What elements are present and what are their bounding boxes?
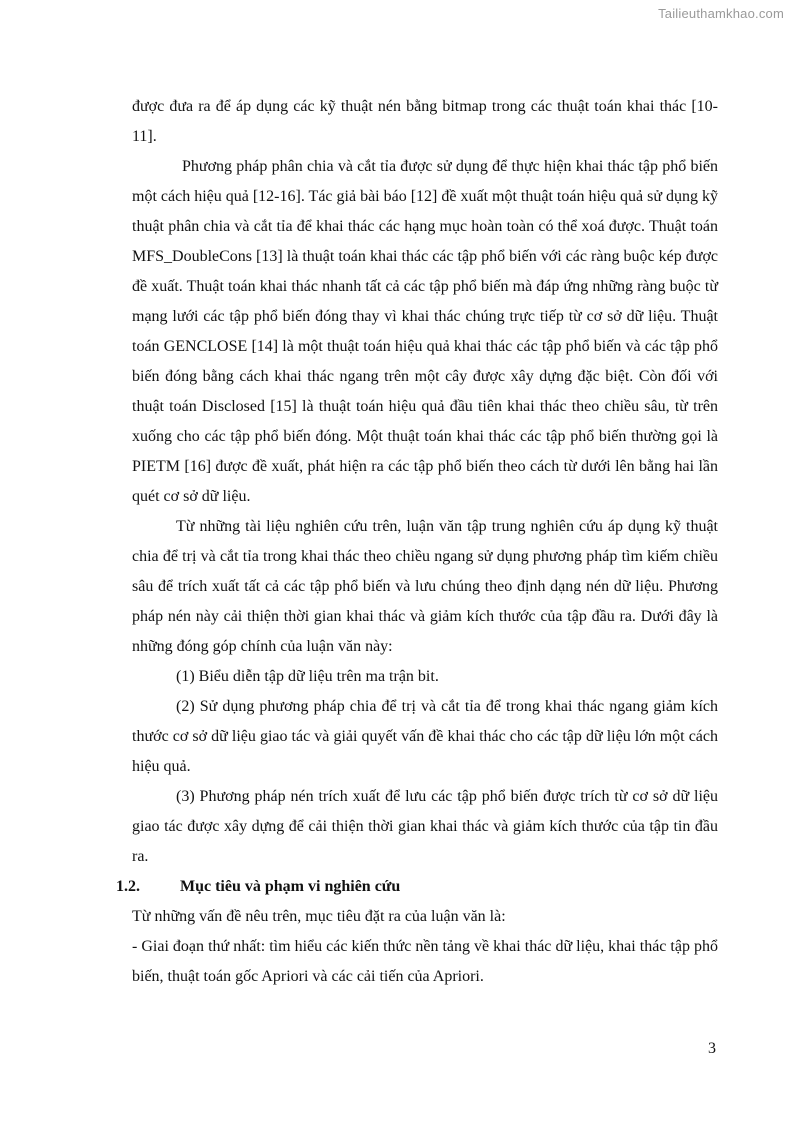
paragraph-thesis-focus: Từ những tài liệu nghiên cứu trên, luận văn tập trung nghiên cứu áp dụng kỹ thuật chia để trị và cắt tỉa trong khai thác theo chiều ngang sử dụng phương pháp tìm kiếm chiều sâu để trích xuất tất cả các tập phổ biến và lưu chúng theo định dạng nén dữ liệu. Phương pháp nén này cải thiện thời gian khai thác và giảm kích thước của tập đầu ra. Dưới đây là những đóng góp chính của luận văn này: [132, 518, 718, 655]
contribution-item-1: (1) Biểu diễn tập dữ liệu trên ma trận bit. [176, 668, 439, 685]
paragraph-objectives-intro: Từ những vấn đề nêu trên, mục tiêu đặt ra của luận văn là: [132, 908, 506, 925]
paragraph-continuation: được đưa ra để áp dụng các kỹ thuật nén bằng bitmap trong các thuật toán khai thác [10-11]. [132, 98, 718, 145]
section-title: Mục tiêu và phạm vi nghiên cứu [180, 878, 401, 895]
contribution-item-3: (3) Phương pháp nén trích xuất để lưu các tập phổ biến được trích từ cơ sở dữ liệu giao tác được xây dựng để cải thiện thời gian khai thác và giảm kích thước của tập tin đầu ra. [132, 788, 718, 865]
page-number: 3 [708, 1040, 716, 1057]
document-body [116, 92, 718, 992]
paragraph-partition-pruning: Phương pháp phân chia và cắt tỉa được sử dụng để thực hiện khai thác tập phổ biến một cách hiệu quả [12-16]. Tác giả bài báo [12] đề xuất một thuật toán hiệu quả sử dụng kỹ thuật phân chia và cắt tỉa để khai thác các hạng mục hoàn toàn có thể xoá được. Thuật toán MFS_DoubleCons [13] là thuật toán khai thác các tập phổ biến với các ràng buộc kép được đề xuất. Thuật toán khai thác nhanh tất cả các tập phổ biến mà đáp ứng những ràng buộc từ mạng lưới các tập phổ biến đóng thay vì khai thác chúng trực tiếp từ cơ sở dữ liệu. Thuật toán GENCLOSE [14] là một thuật toán hiệu quả khai thác các tập phổ biến và các tập phổ biến đóng bằng cách khai thác ngang trên một cây được xây dựng đặc biệt. Còn đối với thuật toán Disclosed [15] là thuật toán hiệu quả đầu tiên khai thác theo chiều sâu, từ trên xuống cho các tập phổ biến đóng. Một thuật toán khai thác các tập phổ biến thường gọi là PIETM [16] được đề xuất, phát hiện ra các tập phổ biến theo cách từ dưới lên bằng hai lần quét cơ sở dữ liệu. [132, 158, 718, 505]
contribution-item-2: (2) Sử dụng phương pháp chia để trị và cắt tỉa để trong khai thác ngang giảm kích thước cơ sở dữ liệu giao tác và giải quyết vấn đề khai thác cho các tập dữ liệu lớn một cách hiệu quả. [132, 698, 718, 775]
section-number: 1.2. [116, 878, 140, 895]
section-heading [116, 872, 718, 902]
paragraph-phase-one: - Giai đoạn thứ nhất: tìm hiểu các kiến thức nền tảng về khai thác dữ liệu, khai thác tập phổ biến, thuật toán gốc Apriori và các cải tiến của Apriori. [132, 938, 718, 985]
watermark: Tailieuthamkhao.com [658, 6, 784, 21]
